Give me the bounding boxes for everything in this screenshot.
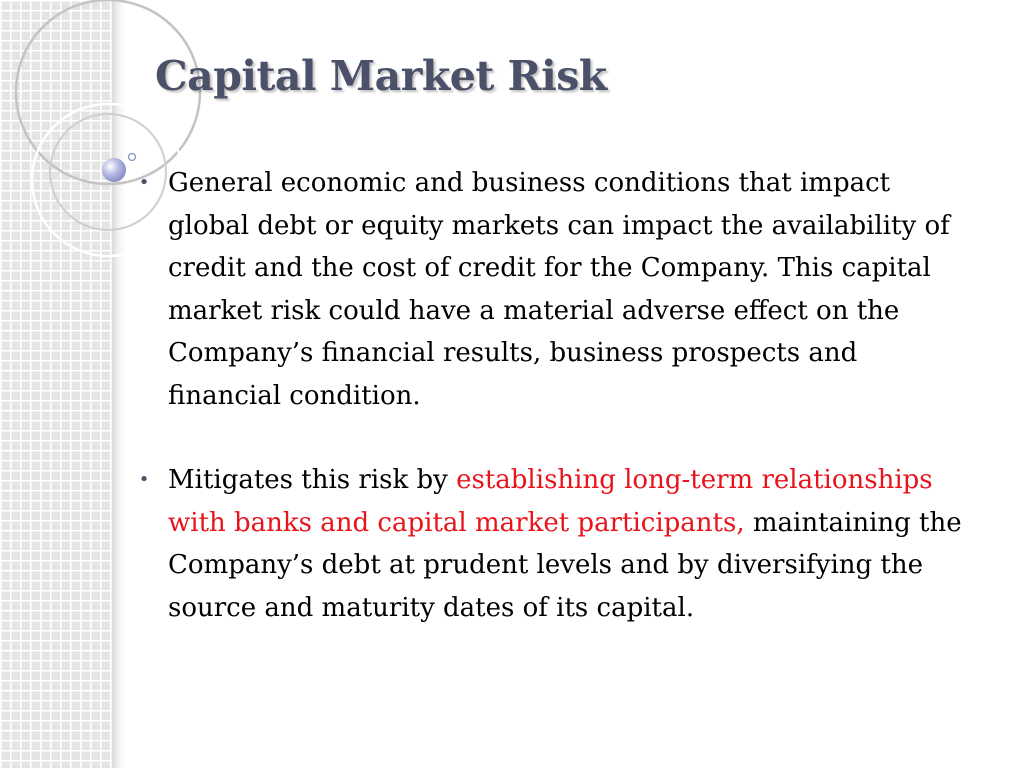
slide-title: Capital Market Risk xyxy=(155,52,607,100)
bullet-text-before: Mitigates this risk by xyxy=(168,465,457,495)
small-orb xyxy=(129,154,136,161)
bullet-text: General economic and business conditions that impact global debt or equity markets can impact the availability of credit and the cost of credit for the Company. This capital market risk could have a material adverse effect on the Company’s financial results, business prospects and financial condition. xyxy=(168,168,950,411)
bullet-dot-icon: • xyxy=(138,172,150,193)
bullet-list xyxy=(134,162,969,671)
bullet-text-highlight: establishing long-term relationships with banks and capital market participants, xyxy=(168,465,933,538)
bullet-text-after: maintaining the Company’s debt at prudent levels and by diversifying the source and maturity dates of its capital. xyxy=(168,507,962,623)
bullet-item-conditions xyxy=(134,162,969,417)
bullet-dot-icon: • xyxy=(138,469,150,490)
bullet-item-mitigation xyxy=(134,459,969,629)
large-orb xyxy=(102,158,126,182)
